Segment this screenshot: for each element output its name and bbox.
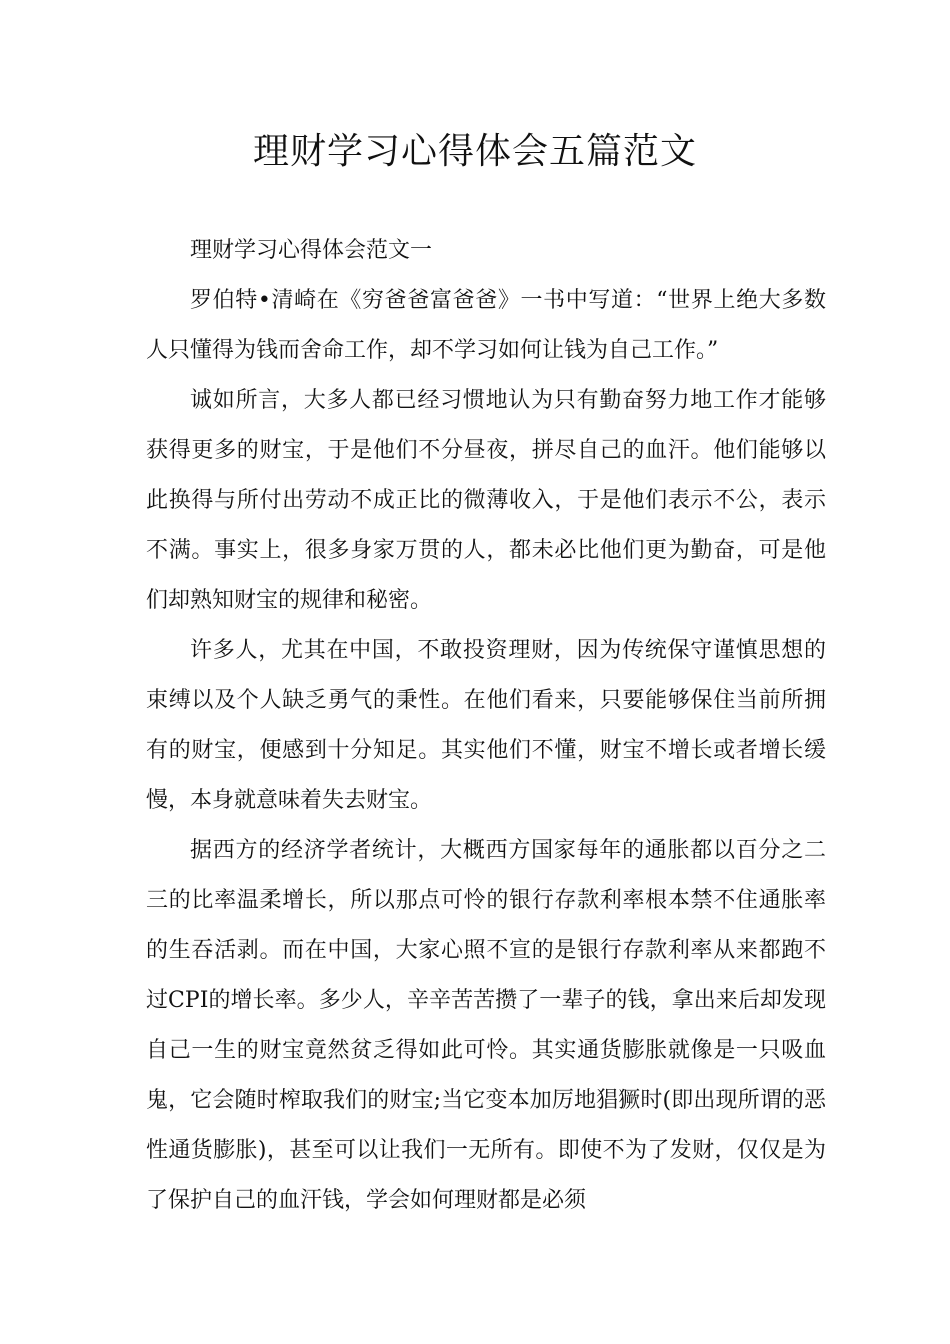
document-body	[146, 226, 826, 1226]
paragraph: 许多人，尤其在中国，不敢投资理财，因为传统保守谨慎思想的束缚以及个人缺乏勇气的秉性。在他们看来，只要能够保住当前所拥有的财宝，便感到十分知足。其实他们不懂，财宝不增长或者增长缓慢，本身就意味着失去财宝。	[146, 638, 826, 813]
paragraph: 据西方的经济学者统计，大概西方国家每年的通胀都以百分之二三的比率温柔增长，所以那点可怜的银行存款利率根本禁不住通胀率的生吞活剥。而在中国，大家心照不宣的是银行存款利率从来都跑不过CPI的增长率。多少人，辛辛苦苦攒了一辈子的钱，拿出来后却发现自己一生的财宝竟然贫乏得如此可怜。其实通货膨胀就像是一只吸血鬼，它会随时榨取我们的财宝;当它变本加厉地猖獗时(即出现所谓的恶性通货膨胀)，甚至可以让我们一无所有。即使不为了发财，仅仅是为了保护自己的血汗钱，学会如何理财都是必须	[146, 838, 826, 1213]
paragraph: 诚如所言，大多人都已经习惯地认为只有勤奋努力地工作才能够获得更多的财宝，于是他们不分昼夜，拼尽自己的血汗。他们能够以此换得与所付出劳动不成正比的微薄收入，于是他们表示不公，表示不满。事实上，很多身家万贯的人，都未必比他们更为勤奋，可是他们却熟知财宝的规律和秘密。	[146, 388, 826, 613]
section-heading: 理财学习心得体会范文一	[190, 238, 433, 263]
document-title: 理财学习心得体会五篇范文	[252, 131, 697, 172]
paragraph: 罗伯特•清崎在《穷爸爸富爸爸》一书中写道：“世界上绝大多数人只懂得为钱而舍命工作，却不学习如何让钱为自己工作。”	[146, 288, 826, 363]
